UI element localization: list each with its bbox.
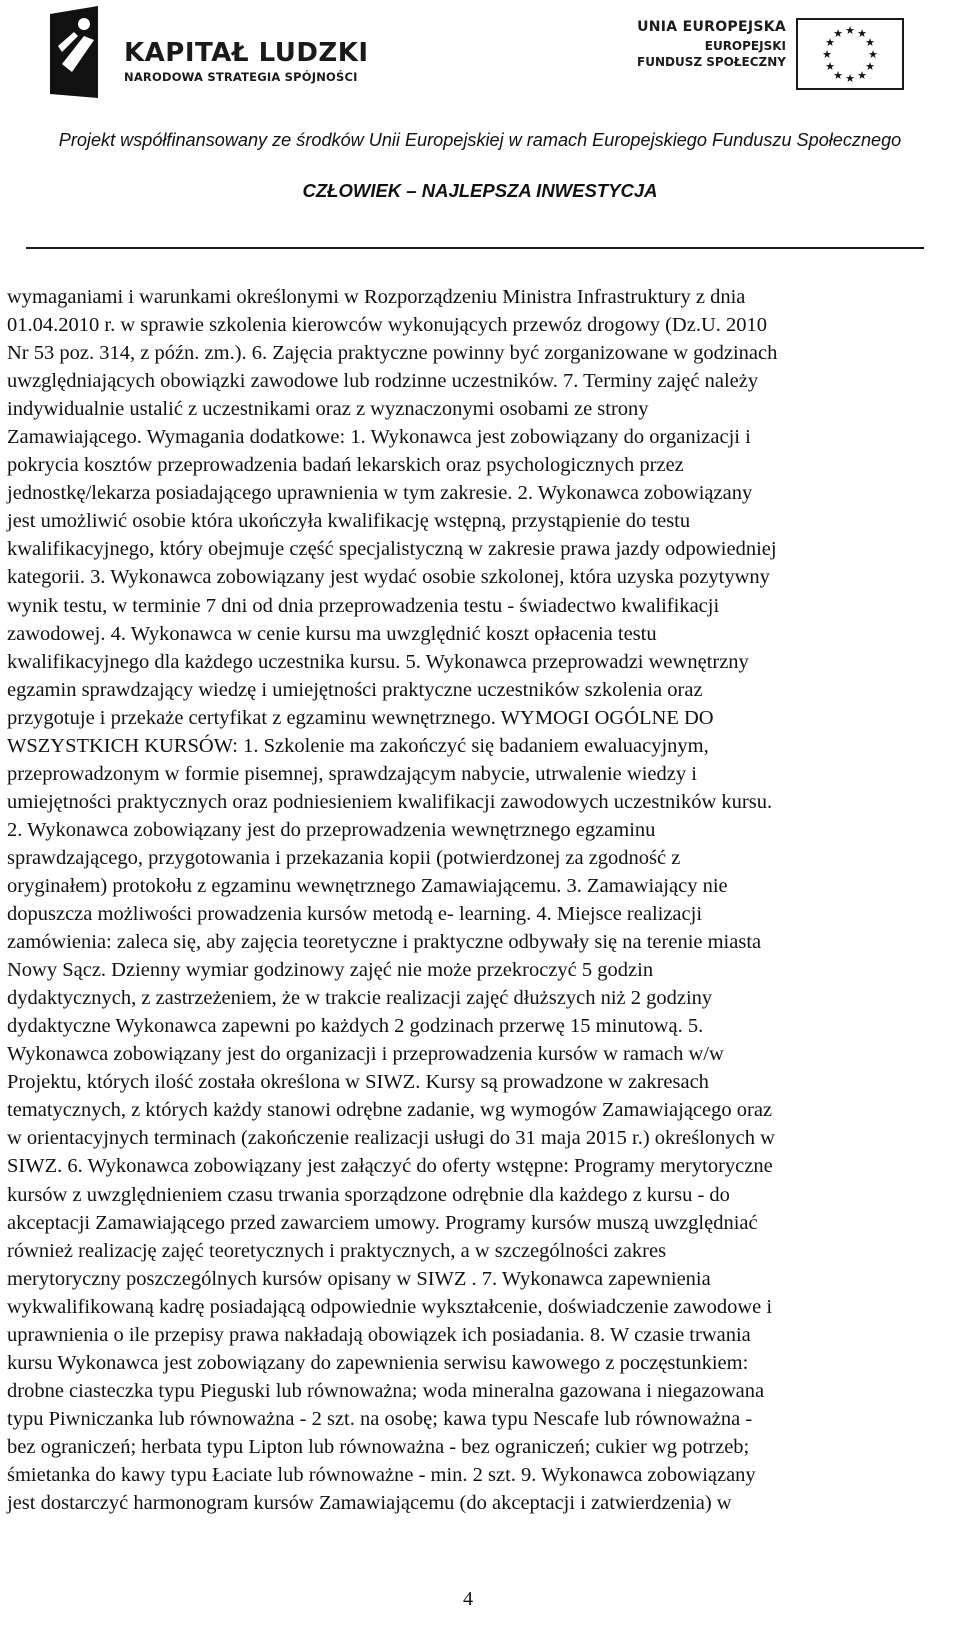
header-divider	[26, 247, 924, 249]
document-body	[7, 283, 927, 1517]
body-line: 01.04.2010 r. w sprawie szkolenia kierowców wykonujących przewóz drogowy (Dz.U. 2010	[7, 314, 768, 337]
body-line: umiejętności praktycznych oraz podniesieniem kwalifikacji zawodowych uczestników kursu.	[7, 790, 773, 813]
eu-flag-icon	[796, 18, 904, 90]
body-line: kursu Wykonawca jest zobowiązany do zapewnienia serwisu kawowego z poczęstunkiem:	[7, 1351, 749, 1374]
body-line: typu Piwniczanka lub równoważna - 2 szt. na osobę; kawa typu Nescafe lub równoważna -	[7, 1407, 753, 1430]
kapital-ludzki-subtitle: NARODOWA STRATEGIA SPÓJNOŚCI	[124, 70, 358, 84]
body-line: oryginałem) protokołu z egzaminu wewnętrznego Zamawiającemu. 3. Zamawiający nie	[7, 874, 728, 897]
page-header	[0, 0, 960, 260]
body-line: kwalifikacyjnego dla każdego uczestnika kursu. 5. Wykonawca przeprowadzi wewnętrzny	[7, 650, 749, 673]
body-line: tematycznych, z których każdy stanowi odrębne zadanie, wg wymogów Zamawiającego oraz	[7, 1099, 773, 1122]
svg-text:★: ★	[865, 36, 875, 49]
body-line: dopuszcza możliwości prowadzenia kursów metodą e- learning. 4. Miejsce realizacji	[7, 903, 703, 926]
body-line: SIWZ. 6. Wykonawca zobowiązany jest załączyć do oferty wstępne: Programy merytoryczne	[7, 1155, 773, 1178]
eu-line-fund-1: EUROPEJSKI	[704, 39, 786, 53]
svg-text:★: ★	[833, 69, 843, 82]
svg-text:★: ★	[857, 27, 867, 40]
eu-line-fund-2: FUNDUSZ SPOŁECZNY	[637, 55, 786, 69]
body-line: Zamawiającego. Wymagania dodatkowe: 1. Wykonawca jest zobowiązany do organizacji i	[7, 426, 751, 449]
eu-wordmark	[636, 18, 786, 70]
body-line: również realizację zajęć teoretycznych i praktycznych, a w szczególności zakres	[7, 1239, 667, 1262]
kapital-ludzki-emblem-icon	[44, 6, 124, 106]
project-funding-line: Projekt współfinansowany ze środków Unii Europejskiej w ramach Europejskiego Funduszu Społecznego	[58, 130, 902, 150]
body-line: jest umożliwić osobie która ukończyła kwalifikację wstępną, przystąpienie do testu	[7, 510, 691, 533]
kapital-ludzki-logo	[44, 6, 369, 106]
body-line: w orientacyjnych terminach (zakończenie realizacji usługi do 31 maja 2015 r.) określonych w	[7, 1127, 775, 1150]
svg-text:★: ★	[865, 60, 875, 73]
body-line: indywidualnie ustalić z uczestnikami oraz z wyznaczonymi osobami ze strony	[7, 398, 649, 421]
body-line: wykwalifikowaną kadrę posiadającą odpowiednie wykształcenie, doświadczenie zawodowe i	[7, 1295, 773, 1318]
body-line: zamówienia: zaleca się, aby zajęcia teoretyczne i praktyczne odbywały się na terenie miasta	[7, 931, 762, 954]
svg-text:★: ★	[825, 60, 835, 73]
body-line: akceptacji Zamawiającego przed zawarciem umowy. Programy kursów muszą uwzględniać	[7, 1211, 758, 1234]
body-line: Projektu, których ilość została określona w SIWZ. Kursy są prowadzone w zakresach	[7, 1071, 709, 1094]
svg-text:★: ★	[825, 36, 835, 49]
svg-text:★: ★	[857, 69, 867, 82]
body-line: drobne ciasteczka typu Pieguski lub równoważna; woda mineralna gazowana i niegazowana	[7, 1379, 765, 1402]
body-line: wymaganiami i warunkami określonymi w Rozporządzeniu Ministra Infrastruktury z dnia	[7, 286, 746, 308]
body-line: kwalifikacyjnego, który obejmuje część specjalistyczną w zakresie prawa jazdy odpowiedniej	[7, 538, 777, 561]
body-line: Nowy Sącz. Dzienny wymiar godzinowy zajęć nie może przekroczyć 5 godzin	[7, 959, 654, 982]
svg-text:★: ★	[845, 72, 855, 85]
body-line: przygotuje i przekaże certyfikat z egzaminu wewnętrznego. WYMOGI OGÓLNE DO	[7, 706, 714, 729]
body-line: bez ograniczeń; herbata typu Lipton lub równoważna - bez ograniczeń; cukier wg potrzeb;	[7, 1435, 750, 1458]
svg-text:★: ★	[868, 48, 878, 61]
body-line: uprawnienia o ile przepisy prawa nakładają obowiązek ich posiadania. 8. W czasie trwania	[7, 1323, 751, 1346]
svg-text:★: ★	[845, 24, 855, 37]
body-line: kursów z uwzględnieniem czasu trwania sporządzone odrębnie dla każdego z kursu - do	[7, 1183, 730, 1206]
page-number: 4	[463, 1588, 473, 1610]
eu-line-union: UNIA EUROPEJSKA	[637, 19, 786, 35]
body-line: egzamin sprawdzający wiedzę i umiejętności praktyczne uczestników szkolenia oraz	[7, 678, 703, 701]
body-line: uwzględniających obowiązki zawodowe lub rodzinne uczestników. 7. Terminy zajęć należy	[7, 370, 759, 393]
body-line: dydaktyczne Wykonawca zapewni po każdych 2 godzinach przerwę 15 minutową. 5.	[7, 1015, 704, 1038]
body-line: WSZYSTKICH KURSÓW: 1. Szkolenie ma zakończyć się badaniem ewaluacyjnym,	[7, 734, 709, 757]
kapital-ludzki-title: KAPITAŁ LUDZKI	[124, 38, 369, 68]
body-line: jest dostarczyć harmonogram kursów Zamawiającemu (do akceptacji i zatwierdzenia) w	[7, 1492, 732, 1515]
body-line: 2. Wykonawca zobowiązany jest do przeprowadzenia wewnętrznego egzaminu	[7, 818, 656, 841]
body-line: pokrycia kosztów przeprowadzenia badań lekarskich oraz psychologicznych przez	[7, 454, 684, 477]
body-line: Nr 53 poz. 314, z późn. zm.). 6. Zajęcia praktyczne powinny być zorganizowane w godzinach	[7, 342, 778, 365]
svg-text:★: ★	[822, 48, 832, 61]
body-line: Wykonawca zobowiązany jest do organizacji i przeprowadzenia kursów w ramach w/w	[7, 1043, 724, 1066]
body-line: zawodowej. 4. Wykonawca w cenie kursu ma uwzględnić koszt opłacenia testu	[7, 622, 657, 645]
body-line: sprawdzającego, przygotowania i przekazania kopii (potwierdzonej za zgodność z	[7, 846, 681, 869]
body-line: dydaktycznych, z zastrzeżeniem, że w trakcie realizacji zajęć dłuższych niż 2 godziny	[7, 987, 713, 1010]
body-line: merytoryczny poszczególnych kursów opisany w SIWZ . 7. Wykonawca zapewnienia	[7, 1267, 711, 1290]
kapital-ludzki-wordmark	[124, 38, 369, 84]
eu-logo	[636, 18, 926, 90]
svg-text:★: ★	[833, 27, 843, 40]
body-line: kategorii. 3. Wykonawca zobowiązany jest wydać osobie szkolonej, która uzyska pozytywny	[7, 566, 770, 589]
body-line: przeprowadzonym w formie pisemnej, sprawdzającym nabycie, utrwalenie wiedzy i	[7, 762, 697, 785]
body-line: jednostkę/lekarza posiadającego uprawnienia w tym zakresie. 2. Wykonawca zobowiązany	[7, 482, 753, 505]
project-motto: CZŁOWIEK – NAJLEPSZA INWESTYCJA	[302, 180, 658, 201]
body-line: wynik testu, w terminie 7 dni od dnia przeprowadzenia testu - świadectwo kwalifikacji	[7, 594, 720, 617]
body-line: śmietanka do kawy typu Łaciate lub równoważne - min. 2 szt. 9. Wykonawca zobowiązany	[7, 1463, 756, 1486]
